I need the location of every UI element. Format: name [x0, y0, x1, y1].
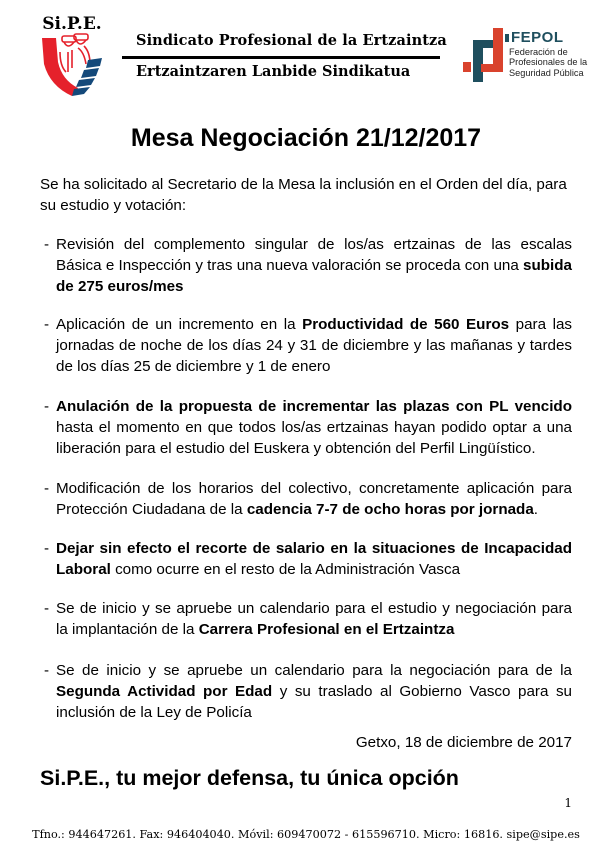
agenda-item-text: [56, 314, 572, 377]
text-segment: hasta el momento en que todos los/as ertzainas hayan podido optar a una liberación para el estudio del Euskera y obtención del Perfil Lingüístico.: [56, 419, 572, 457]
union-name-basque: Ertzaintzaren Lanbide Sindikatua: [136, 63, 411, 80]
sipe-shield-icon: [36, 12, 108, 98]
agenda-item: [40, 660, 572, 723]
agenda-item: [40, 396, 572, 459]
bold-segment: subida de 275 euros/mes: [56, 257, 572, 295]
sipe-logo: [36, 12, 108, 98]
list-dash: -: [44, 540, 50, 557]
text-segment: como ocurre en el resto de la Administración Vasca: [110, 561, 461, 578]
agenda-item-text: [56, 538, 572, 580]
list-dash: -: [44, 236, 50, 253]
agenda-item: [40, 478, 572, 520]
agenda-item-text: [56, 660, 572, 723]
bold-segment: Carrera Profesional en el Ertzaintza: [198, 621, 455, 638]
fepol-subtitle-line: Profesionales de la: [509, 57, 588, 68]
page-number: 1: [564, 796, 572, 810]
list-dash: -: [44, 316, 50, 333]
list-dash: -: [44, 600, 50, 617]
agenda-item-text: [56, 598, 572, 640]
fepol-subtitle-line: Seguridad Pública: [509, 67, 584, 78]
text-segment: y su traslado al Gobierno Vasco para su inclusión de la Ley de Policía: [56, 683, 572, 721]
document-title: Mesa Negociación 21/12/2017: [130, 124, 482, 152]
svg-text:Si.P.E.: Si.P.E.: [42, 14, 102, 34]
text-segment: Se de inicio y se apruebe un calendario para la negociación para de la: [56, 662, 572, 679]
header-divider: [122, 56, 440, 59]
text-segment: Modificación de los horarios del colectivo, concretamente aplicación para Protección Ciudadana de la: [56, 480, 572, 518]
union-name-spanish: Sindicato Profesional de la Ertzaintza: [136, 32, 447, 49]
text-segment: Revisión del complemento singular de los/as ertzainas de las escalas Básica e Inspección y tras una nueva valoración se proceda con una: [56, 236, 572, 274]
text-segment: Se de inicio y se apruebe un calendario para el estudio y negociación para la implantación de la: [56, 600, 572, 638]
text-segment: Aplicación de un incremento en la: [56, 316, 303, 333]
list-dash: -: [44, 662, 50, 679]
list-dash: -: [44, 480, 50, 497]
fepol-name: FEPOL: [511, 29, 564, 46]
text-segment: para las jornadas de noche de los días 24 y 31 de diciembre y las mañanas y tardes de los días 25 de diciembre y 1 de enero: [56, 316, 572, 375]
bold-segment: cadencia 7-7 de ocho horas por jornada: [246, 501, 534, 518]
agenda-item-text: [56, 396, 572, 459]
fepol-mark-icon: [463, 28, 511, 82]
bold-segment: Anulación de la propuesta de incrementar las plazas con PL vencido: [56, 398, 572, 415]
list-dash: -: [44, 398, 50, 415]
agenda-item-text: [56, 478, 572, 520]
intro-paragraph: Se ha solicitado al Secretario de la Mesa la inclusión en el Orden del día, para su estudio y votación:: [40, 176, 567, 214]
agenda-item: [40, 234, 572, 297]
bold-segment: Productividad de 560 Euros: [302, 316, 510, 333]
bold-segment: Dejar sin efecto el recorte de salario en la situaciones de Incapacidad Laboral: [56, 540, 572, 578]
fepol-subtitle: [509, 47, 587, 78]
agenda-item-text: [56, 234, 572, 297]
agenda-item: [40, 538, 572, 580]
place-and-date: Getxo, 18 de diciembre de 2017: [355, 734, 572, 751]
bold-segment: Segunda Actividad por Edad: [56, 683, 273, 700]
agenda-item: [40, 314, 572, 377]
slogan: Si.P.E., tu mejor defensa, tu única opción: [40, 766, 459, 790]
fepol-subtitle-line: Federación de: [509, 47, 568, 57]
text-segment: .: [533, 501, 539, 518]
footer-contact-info: Tfno.: 944647261. Fax: 946404040. Móvil: 609470072 - 615596710. Micro: 16816. sipe@sipe.es: [32, 828, 580, 841]
agenda-item: [40, 598, 572, 640]
